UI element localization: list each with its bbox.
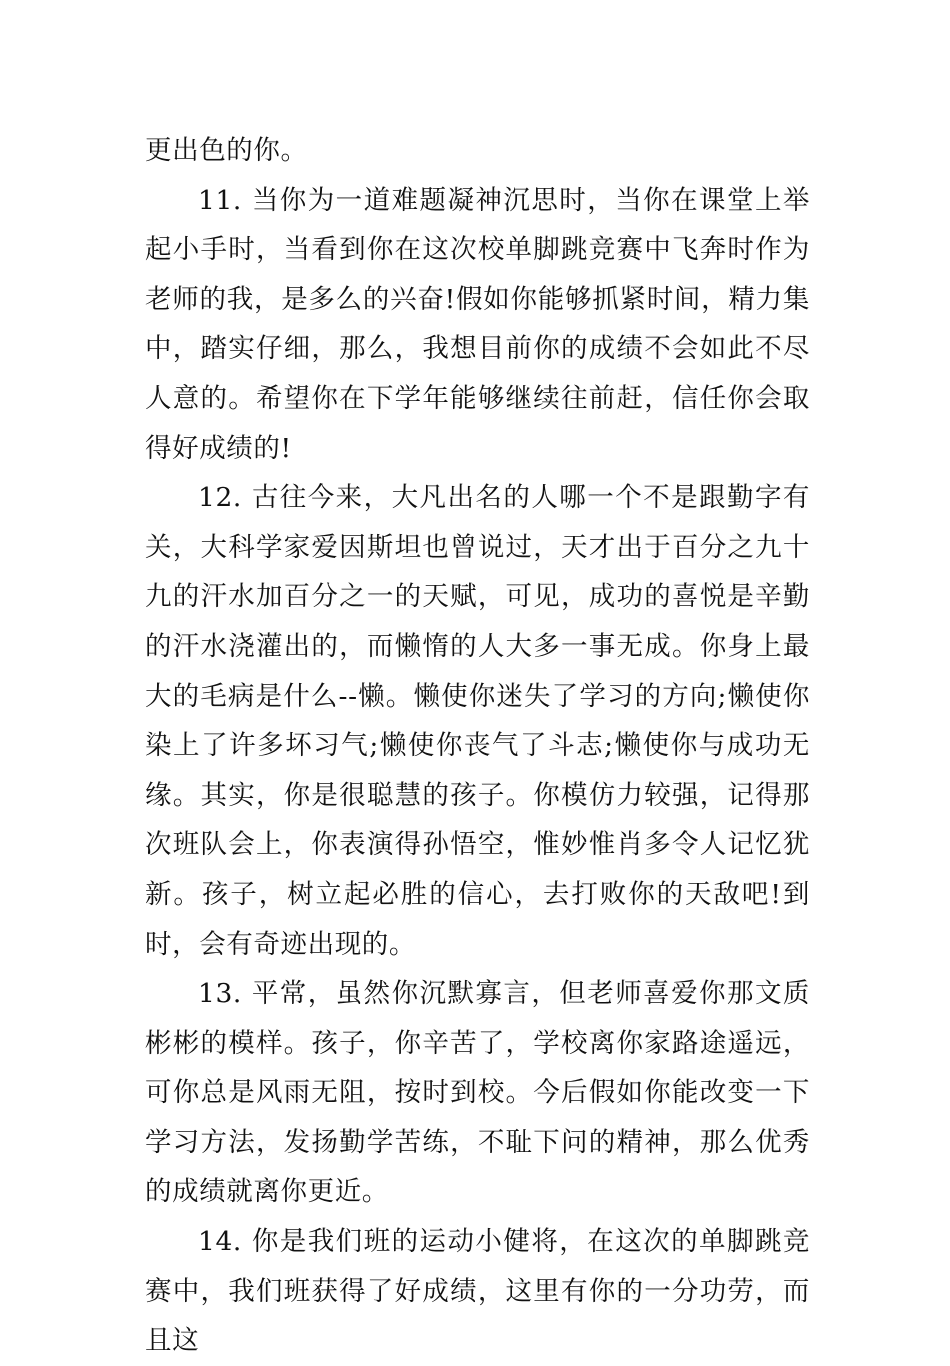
paragraph-continuation: 更出色的你。 xyxy=(145,135,308,166)
paragraph-item-12: 12. 古往今来，大凡出名的人哪一个不是跟勤字有关，大科学家爱因斯坦也曾说过，天才出于百分之九十九的汗水加百分之一的天赋，可见，成功的喜悦是辛勤的汗水浇灌出的，而懒惰的人大多一事无成。你身上最大的毛病是什么--懒。懒使你迷失了学习的方向;懒使你染上了许多坏习气;懒使你丧气了斗志;懒使你与成功无缘。其实，你是很聪慧的孩子。你模仿力较强，记得那次班队会上，你表演得孙悟空，惟妙惟肖多令人记忆犹新。孩子，树立起必胜的信心，去打败你的天敌吧!到时，会有奇迹出现的。 xyxy=(145,482,810,960)
paragraph-item-13: 13. 平常，虽然你沉默寡言，但老师喜爱你那文质彬彬的模样。孩子，你辛苦了，学校离你家路途遥远，可你总是风雨无阻，按时到校。今后假如你能改变一下学习方法，发扬勤学苦练，不耻下问的精神，那么优秀的成绩就离你更近。 xyxy=(145,978,810,1208)
paragraph-item-11: 11. 当你为一道难题凝神沉思时，当你在课堂上举起小手时，当看到你在这次校单脚跳竞赛中飞奔时作为老师的我，是多么的兴奋!假如你能够抓紧时间，精力集中，踏实仔细，那么，我想目前你的成绩不会如此不尽人意的。希望你在下学年能够继续往前赶，信任你会取得好成绩的! xyxy=(145,184,810,464)
document-body xyxy=(145,126,810,1366)
paragraph-item-14: 14. 你是我们班的运动小健将，在这次的单脚跳竞赛中，我们班获得了好成绩，这里有你的一分功劳，而且这 xyxy=(145,1226,810,1357)
